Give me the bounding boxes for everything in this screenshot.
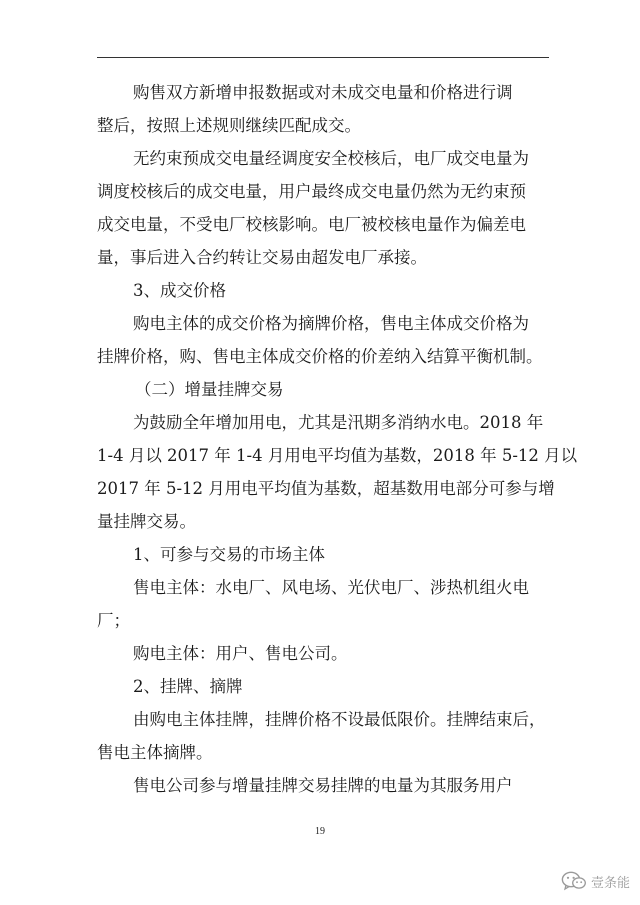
header-rule — [97, 57, 549, 58]
paragraph-line: 购售双方新增申报数据或对未成交电量和价格进行调 — [133, 83, 513, 102]
paragraph-line: 无约束预成交电量经调度安全校核后，电厂成交电量为 — [133, 149, 529, 168]
watermark-label: 壹条能 — [590, 875, 630, 891]
document-body — [97, 76, 578, 802]
paragraph-line: 购电主体的成交价格为摘牌价格，售电主体成交价格为 — [133, 314, 529, 333]
paragraph-line: 挂牌价格，购、售电主体成交价格的价差纳入结算平衡机制。 — [97, 347, 543, 366]
paragraph-line: 调度校核后的成交电量，用户最终成交电量仍然为无约束预 — [97, 182, 526, 201]
paragraph-line: 2017 年 5-12 月用电平均值为基数，超基数用电部分可参与增 — [97, 479, 555, 498]
paragraph-line: 购电主体：用户、售电公司。 — [133, 644, 348, 663]
paragraph-line: 售电主体：水电厂、风电场、光伏电厂、涉热机组火电 — [133, 578, 529, 597]
paragraph-line: 售电主体摘牌。 — [97, 743, 213, 762]
paragraph-line: 售电公司参与增量挂牌交易挂牌的电量为其服务用户 — [133, 776, 513, 795]
paragraph-line: 整后，按照上述规则继续匹配成交。 — [97, 116, 361, 135]
paragraph-line: 厂； — [97, 611, 130, 630]
page-number: 19 — [315, 826, 325, 837]
section-heading: 3、成交价格 — [133, 281, 226, 300]
paragraph-line: 为鼓励全年增加用电，尤其是汛期多消纳水电。2018 年 — [133, 413, 544, 432]
watermark — [561, 871, 630, 891]
section-heading: 2、挂牌、摘牌 — [133, 677, 243, 696]
paragraph-line: 量，事后进入合约转让交易由超发电厂承接。 — [97, 248, 427, 267]
paragraph-line: 1-4 月以 2017 年 1-4 月用电平均值为基数，2018 年 5-12 月以 — [97, 446, 578, 465]
paragraph-line: 由购电主体挂牌，挂牌价格不设最低限价。挂牌结束后， — [133, 710, 546, 729]
paragraph-line: 成交电量，不受电厂校核影响。电厂被校核电量作为偏差电 — [97, 215, 526, 234]
section-heading: （二）增量挂牌交易 — [135, 380, 284, 399]
paragraph-line: 量挂牌交易。 — [97, 512, 196, 531]
wechat-icon — [561, 871, 587, 891]
section-heading: 1、可参与交易的市场主体 — [133, 545, 325, 564]
